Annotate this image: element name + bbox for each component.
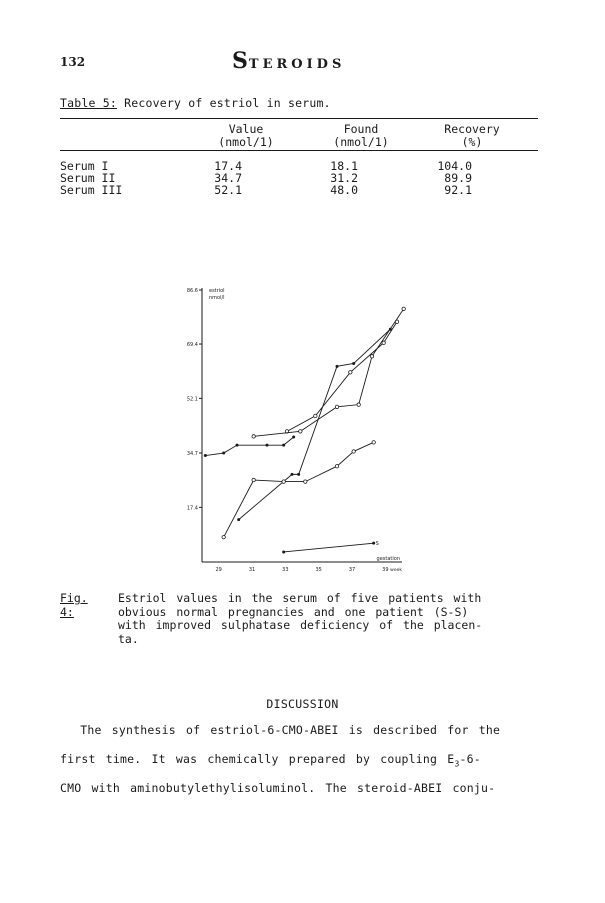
y-axis-label: estriol bbox=[209, 288, 225, 294]
figure-caption-label: Fig. 4: bbox=[60, 591, 88, 619]
data-point bbox=[335, 465, 338, 468]
data-point bbox=[252, 435, 255, 438]
y-tick-label: 69.4 bbox=[186, 342, 198, 349]
cell-value: 52.1 bbox=[214, 183, 242, 197]
data-point bbox=[266, 444, 269, 447]
y-tick-label: 86.6 bbox=[186, 288, 198, 294]
journal-title-rest: TEROIDS bbox=[248, 57, 346, 72]
data-point bbox=[282, 550, 285, 553]
x-axis-label: gestation bbox=[376, 556, 400, 562]
series-line bbox=[284, 543, 374, 552]
row-label: Serum III bbox=[60, 183, 123, 197]
y-tick-label: 52.1 bbox=[186, 396, 198, 403]
data-point bbox=[297, 473, 300, 476]
data-point bbox=[299, 430, 302, 433]
data-point bbox=[222, 535, 225, 538]
data-point bbox=[204, 454, 207, 457]
series-line bbox=[239, 329, 391, 519]
column-header-line: Found bbox=[343, 122, 379, 136]
column-header-line: Recovery bbox=[444, 122, 500, 136]
body-line-subscript: 3 bbox=[454, 759, 460, 769]
cell-recovery: 104.0 bbox=[437, 159, 472, 173]
data-point bbox=[335, 405, 338, 408]
table-caption-label: Table 5: bbox=[60, 96, 117, 110]
data-point bbox=[291, 473, 294, 476]
data-point bbox=[236, 444, 239, 447]
column-header-unit: (%) bbox=[461, 135, 483, 149]
column-header-unit: (nmol/1) bbox=[333, 135, 389, 149]
data-point bbox=[314, 414, 317, 417]
data-point bbox=[382, 341, 385, 344]
body-line-text: first time. It was chemically prepared by coupling E bbox=[60, 752, 455, 766]
data-point bbox=[237, 518, 240, 521]
x-tick-label: 33 bbox=[282, 567, 289, 573]
body-line bbox=[60, 752, 481, 768]
section-heading: DISCUSSION bbox=[266, 697, 339, 711]
row-label: Serum II bbox=[60, 171, 116, 185]
data-point bbox=[352, 362, 355, 365]
data-point bbox=[357, 403, 360, 406]
y-axis-label: nmol/l bbox=[209, 295, 225, 301]
series-line bbox=[254, 309, 404, 437]
data-point bbox=[352, 450, 355, 453]
cell-found: 18.1 bbox=[330, 159, 358, 173]
cell-value: 34.7 bbox=[214, 171, 242, 185]
data-point bbox=[372, 441, 375, 444]
series-label: S bbox=[375, 541, 379, 548]
body-line: The synthesis of estriol-6-CMO-ABEI is described for the bbox=[60, 723, 501, 737]
x-tick-label: 31 bbox=[248, 567, 256, 573]
column-header-unit: (nmol/1) bbox=[218, 135, 274, 149]
column-header-line: Value bbox=[228, 122, 264, 136]
series-line bbox=[205, 437, 293, 456]
data-point bbox=[222, 452, 225, 455]
data-point bbox=[304, 480, 307, 483]
cell-found: 31.2 bbox=[330, 171, 358, 185]
page-number: 132 bbox=[60, 55, 86, 69]
table-caption-text: Recovery of estriol in serum. bbox=[117, 96, 331, 110]
cell-recovery: 92.1 bbox=[444, 183, 472, 197]
data-point bbox=[336, 365, 339, 368]
data-point bbox=[370, 355, 373, 358]
body-line: CMO with aminobutylethylisoluminol. The steroid-ABEI conju- bbox=[60, 781, 496, 795]
row-label: Serum I bbox=[60, 159, 109, 173]
x-tick-label: 39 bbox=[382, 567, 389, 573]
data-point bbox=[252, 478, 255, 481]
cell-value: 17.4 bbox=[214, 159, 242, 173]
y-tick-label: 17.4 bbox=[186, 505, 198, 512]
series-line bbox=[224, 442, 374, 537]
data-point bbox=[292, 435, 295, 438]
data-point bbox=[282, 480, 285, 483]
figure-caption-text: Estriol values in the serum of five patients with obvious normal pregnancies and one patient (S-S) with improved sulphatase deficiency of the placen- ta. bbox=[118, 591, 483, 646]
cell-recovery: 89.9 bbox=[444, 171, 472, 185]
x-tick-label: 37 bbox=[348, 567, 356, 573]
data-point bbox=[282, 444, 285, 447]
data-point bbox=[402, 307, 405, 310]
x-tick-label: 29 bbox=[215, 567, 222, 573]
cell-found: 48.0 bbox=[330, 183, 358, 197]
y-tick-label: 34.7 bbox=[186, 451, 198, 458]
x-axis-label: week bbox=[390, 568, 402, 573]
data-point bbox=[349, 371, 352, 374]
x-tick-label: 35 bbox=[315, 567, 322, 573]
journal-title-initial: S bbox=[232, 48, 249, 74]
body-line-text-end: -6- bbox=[459, 752, 481, 766]
